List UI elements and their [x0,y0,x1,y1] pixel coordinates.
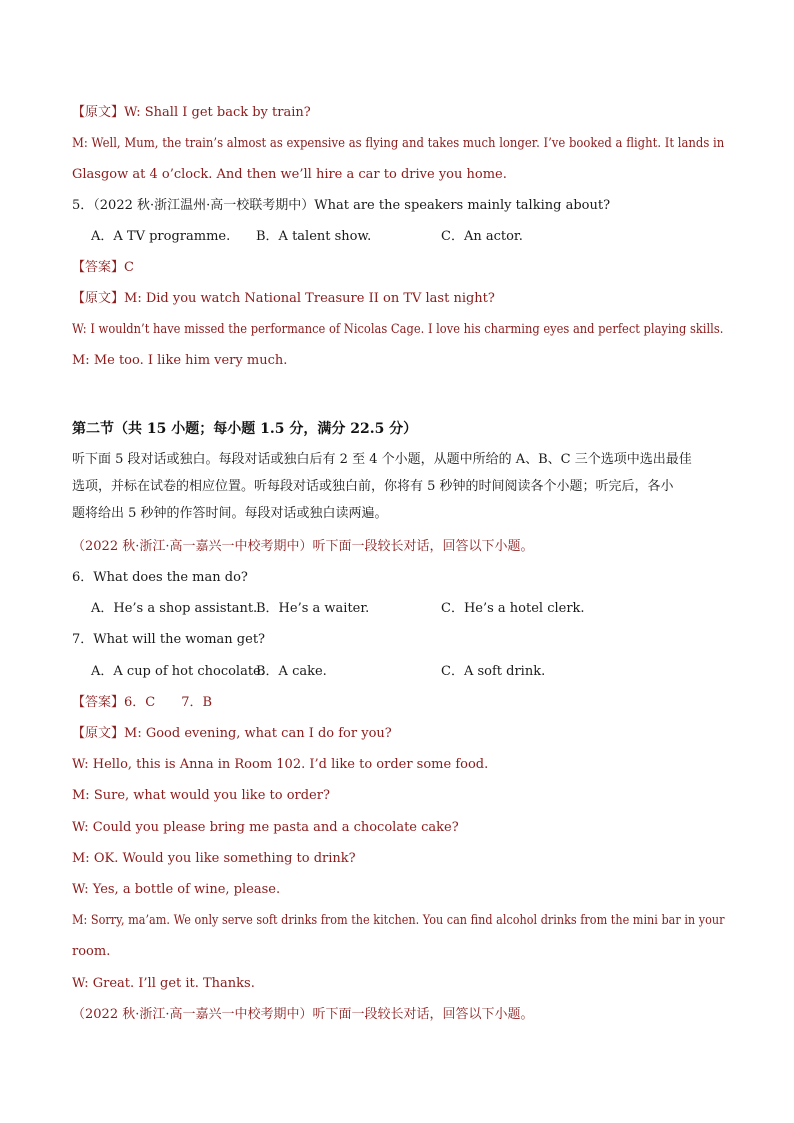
script-6-7-line-7: room. [72,944,111,959]
question-5-option-b: B．A talent show. [256,229,372,244]
question-7-option-b: B．A cake. [256,664,327,679]
question-5-stem: 5．（2022 秋·浙江温州·高一校联考期中）What are the speakers mainly talking about? [72,198,611,213]
script-text: M: Did you watch National Treasure II on TV last night? [124,291,495,306]
script-6-7-line-5: W: Yes, a bottle of wine, please. [72,882,281,897]
section-2-instructions-3: 题将给出 5 秒钟的作答时间。每段对话或独白读两遍。 [72,506,388,521]
script-line-m-glasgow: Glasgow at 4 o’clock. And then we’ll hire a car to drive you home. [72,167,507,182]
script-line-w-train [72,104,311,122]
answer-value: C [124,260,134,275]
question-5-option-a: A．A TV programme. [91,229,231,244]
answers-6-7 [72,694,212,712]
question-7-option-c: C．A soft drink. [441,664,546,679]
section-2-instructions-1: 听下面 5 段对话或独白。每段对话或独白后有 2 至 4 个小题，从题中所给的 A、B、C 三个选项中选出最佳 [72,452,692,467]
question-5-script-m1 [72,290,495,308]
section-2-title: 第二节（共 15 小题；每小题 1.5 分，满分 22.5 分） [72,421,418,437]
question-7-option-a: A．A cup of hot chocolate. [91,664,265,679]
script-6-7-line-0 [72,725,392,743]
script-6-7-line-6: M: Sorry, ma’am. We only serve soft drinks from the kitchen. You can find alcohol drinks from the mini bar in your [72,913,725,928]
script-6-7-line-1: W: Hello, this is Anna in Room 102. I’d like to order some food. [72,757,489,772]
question-7-stem: 7．What will the woman get? [72,632,266,647]
script-tag: 【原文】 [72,105,125,120]
script-6-7-line-4: M: OK. Would you like something to drink? [72,851,356,866]
question-6-stem: 6．What does the man do? [72,570,248,585]
question-6-option-b: B．He’s a waiter. [256,601,370,616]
section-2-instructions-2: 选项，并标在试卷的相应位置。听每段对话或独白前，你将有 5 秒钟的时间阅读各个小题；听完后，各小 [72,479,674,494]
script-line-m-flight: M: Well, Mum, the train’s almost as expensive as flying and takes much longer. I’ve booked a flight. It lands in [72,136,725,151]
question-5-script-m2: M: Me too. I like him very much. [72,353,288,368]
script-6-7-line-3: W: Could you please bring me pasta and a chocolate cake? [72,820,459,835]
question-6-option-c: C．He’s a hotel clerk. [441,601,585,616]
question-5-script-w1: W: I wouldn’t have missed the performance of Nicolas Cage. I love his charming eyes and perfect playing skills. [72,322,724,337]
script-6-7-line-2: M: Sure, what would you like to order? [72,788,330,803]
dialogue-source-2: （2022 秋·浙江·高一嘉兴一中校考期中）听下面一段较长对话，回答以下小题。 [72,1007,534,1022]
script-text: M: Good evening, what can I do for you? [124,726,392,741]
script-6-7-line-8: W: Great. I’ll get it. Thanks. [72,976,255,991]
answer-value: 6．C 7．B [124,695,213,710]
dialogue-source-1: （2022 秋·浙江·高一嘉兴一中校考期中）听下面一段较长对话，回答以下小题。 [72,539,534,554]
answer-tag: 【答案】 [72,695,125,710]
script-text: W: Shall I get back by train? [124,105,311,120]
script-tag: 【原文】 [72,291,125,306]
question-5-option-c: C．An actor. [441,229,523,244]
script-tag: 【原文】 [72,726,125,741]
answer-tag: 【答案】 [72,260,125,275]
question-5-answer [72,259,134,277]
question-6-option-a: A．He’s a shop assistant. [91,601,258,616]
